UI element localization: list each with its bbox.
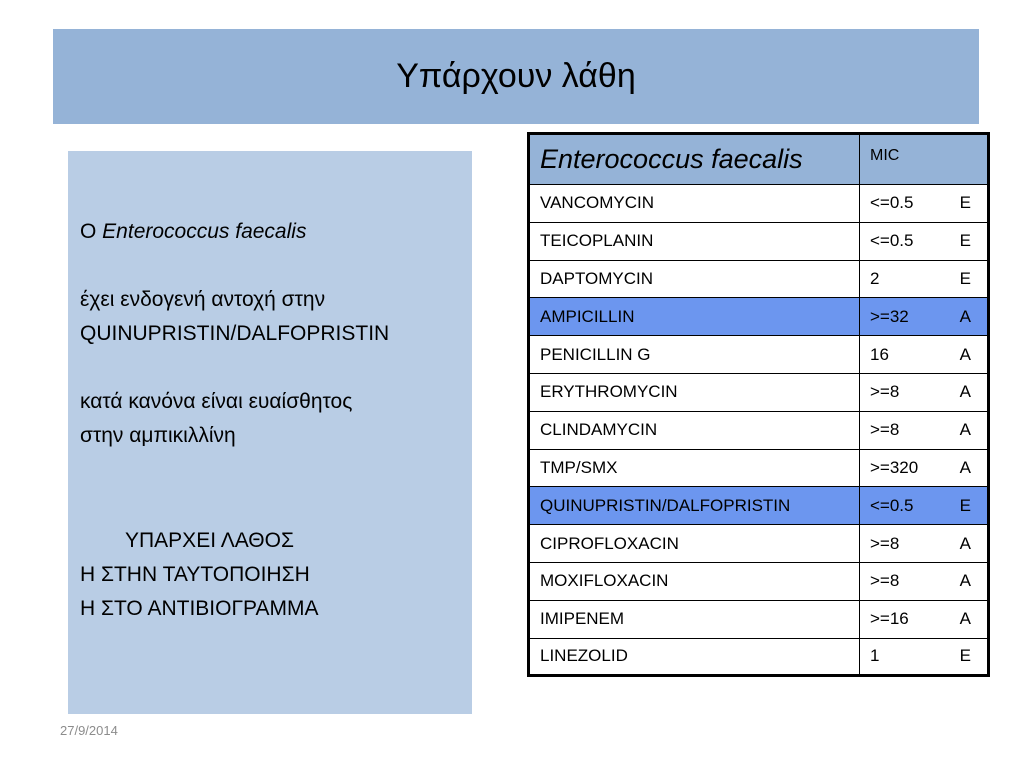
- organism-line: [80, 215, 460, 249]
- mic-value: <=0.5: [870, 231, 914, 251]
- mic-value: >=8: [870, 420, 900, 440]
- table-row: [529, 336, 989, 374]
- mic-interpretation: A: [959, 533, 971, 553]
- mic-value: >=16: [870, 609, 909, 629]
- mic-cell: [860, 600, 989, 638]
- table-row: [529, 373, 989, 411]
- drug-name: TMP/SMX: [529, 449, 860, 487]
- organism-name: Enterococcus faecalis: [102, 220, 307, 243]
- mic-value: <=0.5: [870, 495, 914, 515]
- mic-interpretation: E: [959, 193, 971, 213]
- drug-name: TEICOPLANIN: [529, 222, 860, 260]
- mic-value: 2: [870, 268, 880, 288]
- drug-name: QUINUPRISTIN/DALFOPRISTIN: [529, 487, 860, 525]
- mic-value: >=8: [870, 571, 900, 591]
- mic-cell: [860, 298, 989, 336]
- mic-cell: [860, 411, 989, 449]
- mic-interpretation: E: [959, 646, 971, 666]
- error-identification: Η ΣΤΗΝ ΤΑΥΤΟΠΟΙΗΣΗ: [80, 563, 310, 586]
- mic-cell: [860, 487, 989, 525]
- table-row: [529, 298, 989, 336]
- mic-cell: [860, 260, 989, 298]
- drug-name: MOXIFLOXACIN: [529, 562, 860, 600]
- table-row: [529, 638, 989, 676]
- mic-cell: [860, 638, 989, 676]
- drug-name: ERYTHROMYCIN: [529, 373, 860, 411]
- table-row: [529, 411, 989, 449]
- drug-name: VANCOMYCIN: [529, 185, 860, 223]
- mic-interpretation: A: [959, 420, 971, 440]
- mic-interpretation: A: [959, 382, 971, 402]
- table-row: [529, 449, 989, 487]
- mic-cell: [860, 222, 989, 260]
- mic-value: >=8: [870, 533, 900, 553]
- drug-name: IMIPENEM: [529, 600, 860, 638]
- susceptibility-drug: στην αμπικιλλίνη: [80, 424, 236, 447]
- table-row: [529, 487, 989, 525]
- error-antibiogram: Η ΣΤΟ ΑΝΤΙΒΙΟΓΡΑΜΜΑ: [80, 597, 319, 620]
- resistance-drug: QUINUPRISTIN/DALFOPRISTIN: [80, 322, 390, 345]
- mic-value: >=32: [870, 306, 909, 326]
- header-mic: MIC: [860, 134, 989, 185]
- header-organism: Enterococcus faecalis: [529, 134, 860, 185]
- drug-name: PENICILLIN G: [529, 336, 860, 374]
- slide-title: Υπάρχουν λάθη: [396, 57, 636, 95]
- table-row: [529, 222, 989, 260]
- mic-value: >=320: [870, 457, 919, 477]
- mic-interpretation: A: [959, 609, 971, 629]
- mic-interpretation: E: [959, 268, 971, 288]
- mic-cell: [860, 373, 989, 411]
- drug-name: DAPTOMYCIN: [529, 260, 860, 298]
- mic-interpretation: E: [959, 231, 971, 251]
- table-header-row: [529, 134, 989, 185]
- mic-cell: [860, 336, 989, 374]
- mic-interpretation: A: [959, 457, 971, 477]
- drug-name: CIPROFLOXACIN: [529, 525, 860, 563]
- mic-interpretation: A: [959, 344, 971, 364]
- table-row: [529, 185, 989, 223]
- mic-value: 1: [870, 646, 880, 666]
- error-heading: ΥΠΑΡΧΕΙ ΛΑΘΟΣ: [125, 529, 294, 552]
- table-row: [529, 600, 989, 638]
- mic-value: 16: [870, 344, 889, 364]
- explanation-box: [68, 151, 472, 714]
- mic-cell: [860, 525, 989, 563]
- footer-date: 27/9/2014: [60, 723, 118, 738]
- mic-cell: [860, 449, 989, 487]
- title-bar: [53, 29, 979, 124]
- resistance-line: έχει ενδογενή αντοχή στην: [80, 288, 326, 311]
- organism-prefix: Ο: [80, 220, 103, 243]
- mic-interpretation: A: [959, 306, 971, 326]
- drug-name: CLINDAMYCIN: [529, 411, 860, 449]
- mic-interpretation: A: [959, 571, 971, 591]
- mic-table: [527, 132, 990, 677]
- mic-value: >=8: [870, 382, 900, 402]
- mic-interpretation: E: [959, 495, 971, 515]
- table-row: [529, 562, 989, 600]
- mic-value: <=0.5: [870, 193, 914, 213]
- mic-cell: [860, 185, 989, 223]
- susceptibility-line: κατά κανόνα είναι ευαίσθητος: [80, 390, 353, 413]
- drug-name: LINEZOLID: [529, 638, 860, 676]
- table-row: [529, 525, 989, 563]
- mic-cell: [860, 562, 989, 600]
- table-row: [529, 260, 989, 298]
- drug-name: AMPICILLIN: [529, 298, 860, 336]
